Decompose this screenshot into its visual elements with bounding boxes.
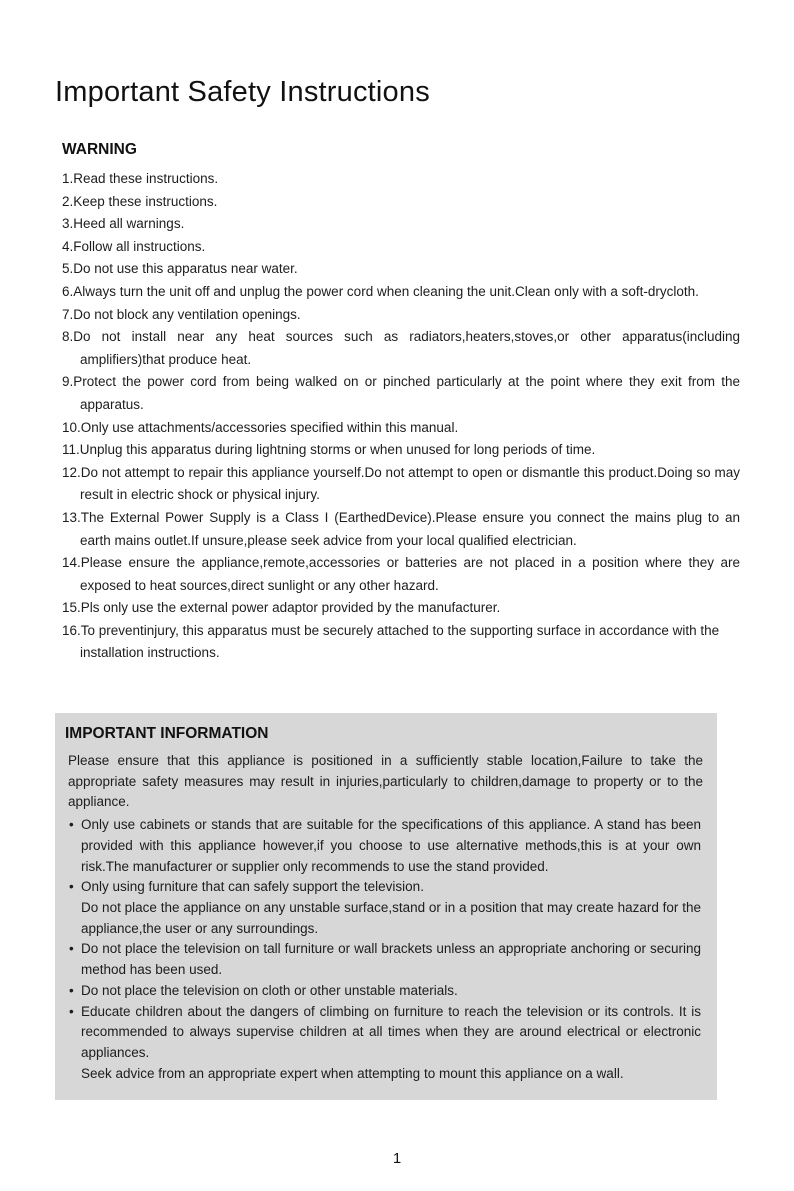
warning-list: [62, 168, 740, 665]
bullet-icon: •: [69, 1003, 74, 1019]
bullet-text: Do not place the television on tall furniture or wall brackets unless an appropriate anchoring or securing method has been used.: [81, 941, 701, 978]
warning-item: 13.The External Power Supply is a Class I (EarthedDevice).Please ensure you connect the mains plug to an earth mains outlet.If unsure,please seek advice from your local qualified electrician.: [62, 509, 740, 548]
bullet-icon: •: [69, 817, 74, 833]
warning-item: 9.Protect the power cord from being walked on or pinched particularly at the point where they exit from the apparatus.: [62, 374, 740, 412]
bullet-text: Only using furniture that can safely support the television.: [81, 879, 424, 895]
warning-section: [55, 141, 742, 665]
list-item: [65, 939, 703, 980]
page-title: Important Safety Instructions: [55, 76, 430, 108]
bullet-icon: •: [69, 879, 74, 895]
warning-item: 6.Always turn the unit off and unplug the power cord when cleaning the unit.Clean only with a soft-drycloth.: [62, 283, 699, 299]
page-number: 1: [392, 1150, 402, 1167]
bullet-subtext: Do not place the appliance on any unstable surface,stand or in a position that may create hazard for the appliance,the user or any surroundings.: [81, 899, 701, 936]
list-item: [65, 981, 703, 1002]
important-information-box: [55, 713, 717, 1100]
warning-item: 4.Follow all instructions.: [62, 238, 206, 254]
info-intro-paragraph: Please ensure that this appliance is positioned in a sufficiently stable location,Failure to take the appropriate safety measures may result in injuries,particularly to children,damage to property or to the appliance.: [68, 753, 703, 810]
bullet-icon: •: [69, 941, 74, 957]
warning-item: 5.Do not use this apparatus near water.: [62, 261, 298, 277]
warning-item: 11.Unplug this apparatus during lightning storms or when unused for long periods of time.: [62, 442, 596, 458]
warning-item: 15.Pls only use the external power adaptor provided by the manufacturer.: [62, 600, 501, 616]
warning-item: 14.Please ensure the appliance,remote,accessories or batteries are not placed in a position where they are exposed to heat sources,direct sunlight or any other hazard.: [62, 555, 740, 593]
warning-item: 12.Do not attempt to repair this appliance yourself.Do not attempt to open or dismantle this product.Doing so may result in electric shock or physical injury.: [62, 464, 740, 503]
warning-item: 3.Heed all warnings.: [62, 216, 185, 232]
list-item: [65, 877, 703, 939]
bullet-text: Only use cabinets or stands that are suitable for the specifications of this appliance. A stand has been provided with this appliance however,if you choose to use alternative methods,this is at your own risk.The manufacturer or supplier only recommends to use the stand provided.: [81, 817, 701, 874]
bullet-subtext: Seek advice from an appropriate expert when attempting to mount this appliance on a wall.: [81, 1065, 624, 1081]
list-item: [65, 815, 703, 877]
warning-item: 8.Do not install near any heat sources such as radiators,heaters,stoves,or other apparatus(including amplifiers)that produce heat.: [62, 329, 740, 367]
bullet-text: Do not place the television on cloth or other unstable materials.: [81, 982, 458, 998]
warning-item: 1.Read these instructions.: [62, 171, 219, 186]
important-information-heading: IMPORTANT INFORMATION: [65, 725, 269, 743]
list-item: [65, 1002, 703, 1085]
warning-item: 10.Only use attachments/accessories specified within this manual.: [62, 419, 459, 435]
warning-item: 7.Do not block any ventilation openings.: [62, 306, 301, 322]
warning-heading: WARNING: [62, 141, 137, 158]
important-information-body: [65, 751, 703, 1084]
warning-item: 2.Keep these instructions.: [62, 193, 218, 209]
bullet-text: Educate children about the dangers of climbing on furniture to reach the television or its controls. It is recommended to always supervise children at all times when they are around electrical or electronic appliances.: [81, 1003, 701, 1060]
bullet-icon: •: [69, 982, 74, 998]
warning-item: 16.To preventinjury, this apparatus must be securely attached to the supporting surface in accordance with the installation instructions.: [62, 622, 720, 661]
